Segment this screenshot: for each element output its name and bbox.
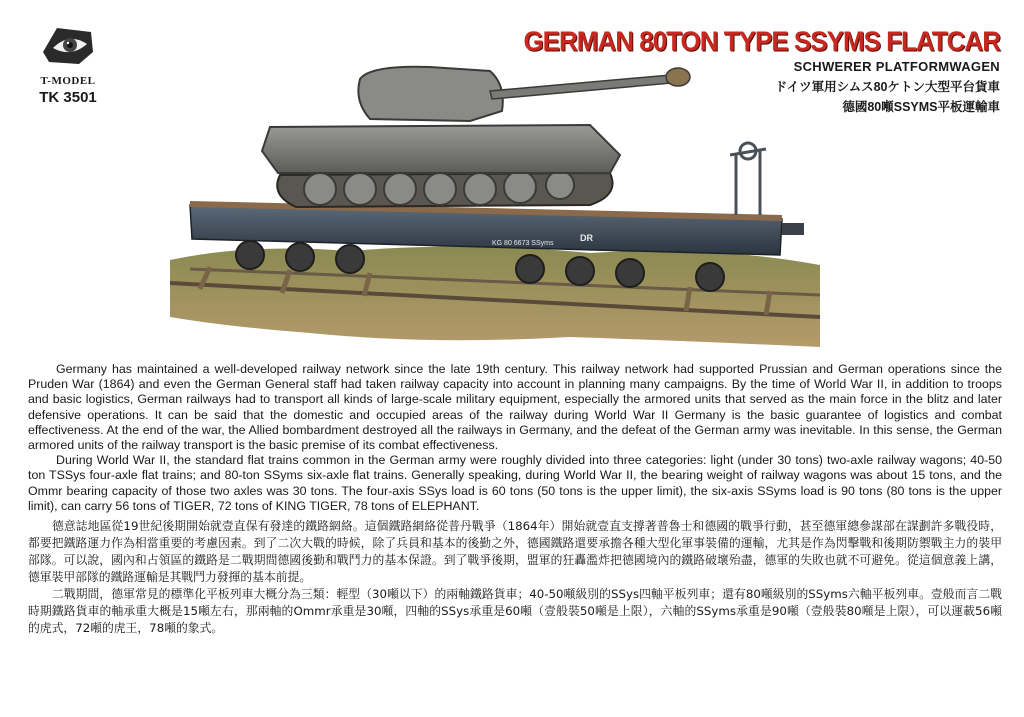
muzzle-brake — [666, 68, 690, 86]
subtitle-chinese: 德國80噸SSYMS平板運輸車 — [842, 100, 1000, 114]
brake-stand — [730, 143, 766, 215]
tank-turret — [358, 67, 502, 121]
subtitle-japanese: ドイツ軍用シムス80ケトン大型平台貨車 — [774, 80, 1000, 94]
buffer — [782, 223, 804, 235]
grass-ground — [170, 246, 820, 347]
tank-gun-barrel — [490, 75, 672, 99]
car-letters: DR — [580, 233, 593, 243]
brand-block — [28, 22, 108, 106]
paragraph-cn-2: 二戰期間，德軍常見的標準化平板列車大概分為三類：輕型（30噸以下）的兩軸鐵路貨車；40-50噸級別的SSys四軸平板列車；還有80噸級別的SSyms六軸平板列車。壹般而言二戰時期鐵路貨車的軸承重大概是15噸左右，那兩軸的Ommr承重是30噸，四軸的SSys承重是60噸（壹般裝50噸是上限），六軸的SSyms承重是90噸（壹般裝80噸是上限），可以運載56噸的虎式，72噸的虎王，78噸的象式。 — [28, 587, 1002, 636]
brand-name: T-MODEL — [40, 75, 96, 87]
page-title: GERMAN 80TON TYPE SSYMS FLATCAR — [523, 25, 1000, 57]
paragraph-cn-1: 德意誌地區從19世紀後期開始就壹直保有發達的鐵路網絡。這個鐵路網絡從普丹戰爭（1864年）開始就壹直支撐著普魯士和德國的戰爭行動，甚至德軍總參謀部在謀劃許多戰役時，都要把鐵路運力作為相當重要的考慮因素。到了二次大戰的時候，除了兵員和基本的後勤之外，德國鐵路還要承擔各種大型化軍事裝備的運輸，尤其是作為閃擊戰和後期防禦戰主力的裝甲部隊。可以說，國內和占領區的鐵路是二戰期間德國後勤和戰鬥力的基本保證。到了戰爭後期，盟軍的狂轟濫炸把德國境內的鐵路破壞殆盡，德軍的失敗也就不可避免。從這個意義上講，德軍裝甲部隊的鐵路運輸是其戰鬥力發揮的基本前提。 — [28, 519, 1002, 585]
paragraph-en-1: Germany has maintained a well-developed railway network since the late 19th century. This railway network had supported Prussian and German operations since the Pruden War (1864) and even the German General staff had taken railway capacity into account in planning many campaigns. By the time of World War II, in addition to troops and basic logistics, German railways had to transport all kinds of large-scale military equipment, especially the armored units that served as the main force in the blitz and later defensive operations. It can be said that the domestic and occupied areas of the railway during World War II Germany is the basic guarantee of logistics and combat effectiveness. At the end of the war, the Allied bombardment destroyed all the railways in Germany, and the defeat of the German army was inevitable. In this sense, the German armored units of the railway transport is the basic premise of its combat effectiveness. — [28, 362, 1002, 453]
paragraph-en-2: During World War II, the standard flat trains common in the German army were roughly divided into three categories: light (under 30 tons) two-axle railway wagons; 40-50 ton TSSys four-axle flat trains; and 80-ton SSyms six-axle flat trains. Generally speaking, during World War II, the bearing weight of railway wagons was about 15 tons, and the Ommr bearing capacity of those two axles was 30 tons. The four-axis SSys load is 60 tons (50 tons is the upper limit), the six-axis SSyms load is 90 tons (80 tons is the upper limit), can carry 56 tons of TIGER, 72 tons of KING TIGER, 78 tons of ELEPHANT. — [28, 453, 1002, 513]
eye-logo-icon — [39, 22, 97, 68]
product-code: TK 3501 — [39, 89, 97, 106]
tiger-tank-on-flatcar-illustration — [170, 55, 830, 355]
car-marking: KG 80 6673 SSyms — [492, 240, 554, 247]
subtitle-german: SCHWERER PLATFORMWAGEN — [793, 59, 1000, 74]
article-body — [28, 362, 1002, 637]
tank-hull — [262, 125, 620, 173]
